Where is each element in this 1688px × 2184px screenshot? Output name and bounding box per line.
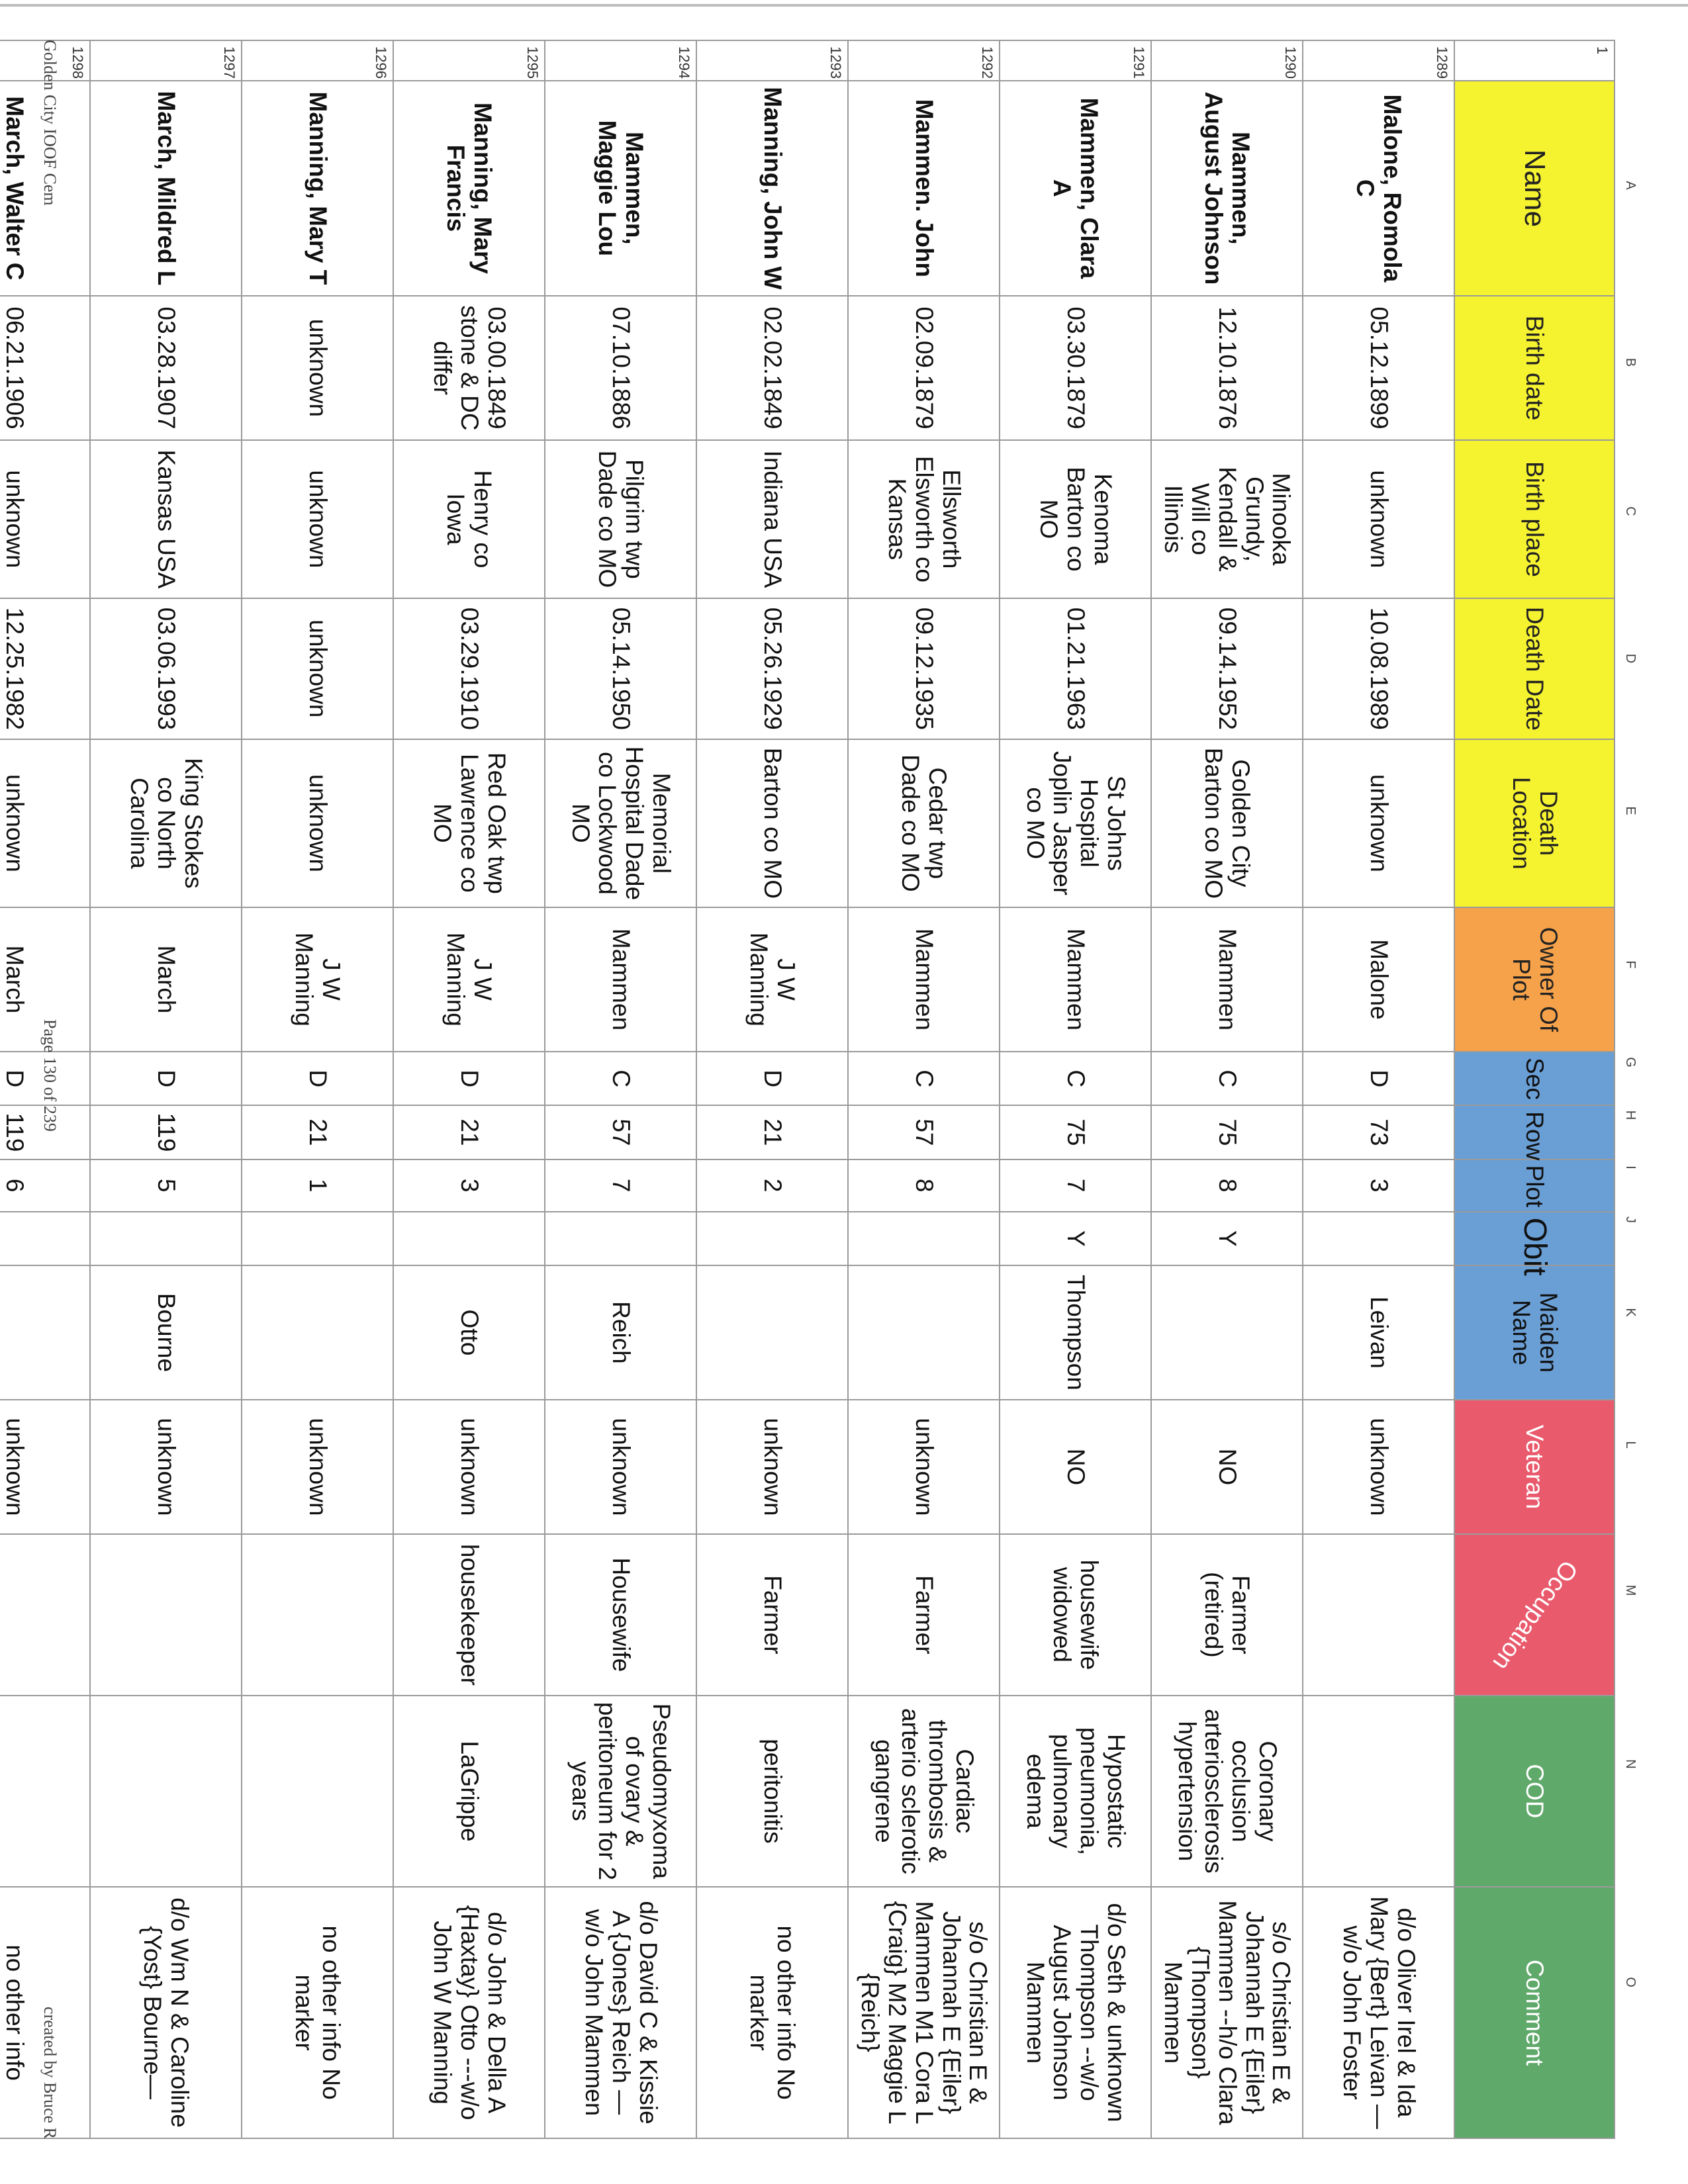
- row-number: 1289: [1303, 40, 1454, 81]
- column-letter-f: F: [1623, 960, 1638, 969]
- death-date-cell: 10.08.1989: [1303, 598, 1454, 739]
- comment-cell: s/o Christian E & Johannah E {Eiler} Mammen M1 Cora L {Craig} M2 Maggie L {Reich}: [848, 1887, 1000, 2138]
- comment-cell: no other info No marker: [696, 1887, 848, 2138]
- plot-cell: 3: [393, 1160, 545, 1212]
- death-date-cell: unknown: [242, 598, 393, 739]
- column-letter-e: E: [1623, 806, 1638, 815]
- occupation-cell: [242, 1534, 393, 1696]
- row-cell: 119: [90, 1105, 242, 1159]
- birth-place-cell: Pilgrim twp Dade co MO: [545, 440, 696, 598]
- name-cell: Manning, John W: [696, 81, 848, 296]
- comment-cell: no other info No marker: [242, 1887, 393, 2138]
- row-cell: 119: [0, 1105, 90, 1159]
- plot-cell: 3: [1303, 1160, 1454, 1212]
- owner-cell: Mammen: [1000, 907, 1151, 1052]
- column-letter-h: H: [1623, 1110, 1638, 1120]
- veteran-cell: unknown: [545, 1400, 696, 1534]
- veteran-cell: unknown: [393, 1400, 545, 1534]
- comment-cell: no other info: [0, 1887, 90, 2138]
- column-letter-bar: [1615, 40, 1645, 2139]
- name-cell: Manning, Mary Francis: [393, 81, 545, 296]
- table-row: [242, 40, 393, 2138]
- occupation-cell: Housewife: [545, 1534, 696, 1696]
- occupation-cell: Farmer: [848, 1534, 1000, 1696]
- header-name: Name: [1454, 81, 1615, 296]
- column-letter-o: O: [1623, 1977, 1638, 1987]
- cod-cell: LaGrippe: [393, 1696, 545, 1887]
- row-number: 1290: [1151, 40, 1303, 81]
- maiden-name-cell: Reich: [545, 1265, 696, 1400]
- cod-cell: [1303, 1696, 1454, 1887]
- comment-cell: s/o Christian E & Johannah E {Eiler} Mammen --h/o Clara {Thompson} Mammen: [1151, 1887, 1303, 2138]
- owner-cell: J W Manning: [242, 907, 393, 1052]
- column-letter-a: A: [1623, 181, 1638, 190]
- owner-cell: Mammen: [545, 907, 696, 1052]
- owner-cell: J W Manning: [393, 907, 545, 1052]
- obit-cell: [90, 1212, 242, 1265]
- header-veteran: Veteran: [1454, 1400, 1615, 1534]
- birth-place-cell: Indiana USA: [696, 440, 848, 598]
- veteran-cell: unknown: [90, 1400, 242, 1534]
- death-date-cell: 12.25.1982: [0, 598, 90, 739]
- row-cell: 73: [1303, 1105, 1454, 1159]
- row-number: 1291: [1000, 40, 1151, 81]
- comment-cell: d/o David C & Kissie A {Jones} Reich —w/o John Mammen: [545, 1887, 696, 2138]
- row-number: 1295: [393, 40, 545, 81]
- column-letter-i: I: [1623, 1165, 1638, 1169]
- death-date-cell: 09.12.1935: [848, 598, 1000, 739]
- row-number: 1296: [242, 40, 393, 81]
- birth-date-cell: 03.00.1849 stone & DC differ: [393, 296, 545, 440]
- name-cell: Mammen, Clara A: [1000, 81, 1151, 296]
- veteran-cell: unknown: [1303, 1400, 1454, 1534]
- row-cell: 21: [696, 1105, 848, 1159]
- plot-cell: 7: [545, 1160, 696, 1212]
- plot-cell: 2: [696, 1160, 848, 1212]
- cod-cell: Hypostatic pneumonia, pulmonary edema: [1000, 1696, 1151, 1887]
- header-maiden-name: Maiden Name: [1454, 1265, 1615, 1400]
- name-cell: Mammen, August Johnson: [1151, 81, 1303, 296]
- header-death-date: Death Date: [1454, 598, 1615, 739]
- table-row: [1303, 40, 1454, 2138]
- row-cell: 75: [1151, 1105, 1303, 1159]
- column-letter-j: J: [1623, 1216, 1638, 1223]
- occupation-cell: [1303, 1534, 1454, 1696]
- table-row: [545, 40, 696, 2138]
- birth-date-cell: 12.10.1876: [1151, 296, 1303, 440]
- footer-author: created by Bruce R: [40, 2007, 60, 2139]
- header-birth-date: Birth date: [1454, 296, 1615, 440]
- cod-cell: [90, 1696, 242, 1887]
- death-location-cell: unknown: [0, 739, 90, 907]
- death-date-cell: 05.26.1929: [696, 598, 848, 739]
- maiden-name-cell: [242, 1265, 393, 1400]
- column-letter-n: N: [1623, 1759, 1638, 1769]
- column-letter-g: G: [1623, 1057, 1638, 1068]
- occupation-label: Occupation: [1487, 1555, 1583, 1676]
- maiden-name-cell: Bourne: [90, 1265, 242, 1400]
- owner-cell: Malone: [1303, 907, 1454, 1052]
- sec-cell: D: [696, 1052, 848, 1105]
- maiden-name-cell: Leivan: [1303, 1265, 1454, 1400]
- spreadsheet-sheet: [0, 40, 1688, 2139]
- row-number: 1298: [0, 40, 90, 81]
- table-body: [0, 40, 1454, 2138]
- cod-cell: peritonitis: [696, 1696, 848, 1887]
- death-date-cell: 05.14.1950: [545, 598, 696, 739]
- death-location-cell: unknown: [242, 739, 393, 907]
- owner-cell: March: [90, 907, 242, 1052]
- sec-cell: D: [1303, 1052, 1454, 1105]
- obit-cell: [848, 1212, 1000, 1265]
- table-row: [848, 40, 1000, 2138]
- death-location-cell: unknown: [1303, 739, 1454, 907]
- table-row: [90, 40, 242, 2138]
- sec-cell: C: [1151, 1052, 1303, 1105]
- header-row: [1454, 40, 1615, 2138]
- header-row-number: 1: [1454, 40, 1615, 81]
- maiden-name-cell: [1151, 1265, 1303, 1400]
- column-letter-l: L: [1623, 1441, 1638, 1449]
- footer-page-number: Page 130 of 239: [40, 1019, 60, 1132]
- death-location-cell: King Stokes co North Carolina: [90, 739, 242, 907]
- death-location-cell: St Johns Hospital Joplin Jasper co MO: [1000, 739, 1151, 907]
- obit-cell: [545, 1212, 696, 1265]
- sec-cell: D: [393, 1052, 545, 1105]
- sec-cell: C: [545, 1052, 696, 1105]
- header-comment: Comment: [1454, 1887, 1615, 2138]
- plot-cell: 6: [0, 1160, 90, 1212]
- sec-cell: C: [1000, 1052, 1151, 1105]
- sec-cell: D: [90, 1052, 242, 1105]
- header-cod: COD: [1454, 1696, 1615, 1887]
- plot-cell: 8: [1151, 1160, 1303, 1212]
- birth-date-cell: unknown: [242, 296, 393, 440]
- death-location-cell: Golden City Barton co MO: [1151, 739, 1303, 907]
- table-row: [393, 40, 545, 2138]
- cod-cell: Pseudomyxoma of ovary & peritoneum for 2 years: [545, 1696, 696, 1887]
- row-number: 1292: [848, 40, 1000, 81]
- occupation-cell: housewife widowed: [1000, 1534, 1151, 1696]
- veteran-cell: NO: [1151, 1400, 1303, 1534]
- death-date-cell: 03.29.1910: [393, 598, 545, 739]
- comment-cell: d/o John & Della A {Haxtay} Otto ---w/o John W Manning: [393, 1887, 545, 2138]
- occupation-cell: [90, 1534, 242, 1696]
- row-cell: 75: [1000, 1105, 1151, 1159]
- birth-date-cell: 02.09.1879: [848, 296, 1000, 440]
- birth-date-cell: 02.02.1849: [696, 296, 848, 440]
- footer-cemetery-name: Golden City IOOF Cem: [40, 40, 60, 206]
- birth-place-cell: unknown: [1303, 440, 1454, 598]
- occupation-cell: Farmer (retired): [1151, 1534, 1303, 1696]
- name-cell: Manning, Mary T: [242, 81, 393, 296]
- name-cell: March, Walter C: [0, 81, 90, 296]
- maiden-name-cell: [696, 1265, 848, 1400]
- owner-cell: J W Manning: [696, 907, 848, 1052]
- comment-cell: d/o Wm N & Caroline {Yost} Bourne—: [90, 1887, 242, 2138]
- death-location-cell: Red Oak twp Lawrence co MO: [393, 739, 545, 907]
- birth-date-cell: 07.10.1886: [545, 296, 696, 440]
- plot-cell: 1: [242, 1160, 393, 1212]
- obit-cell: Y: [1151, 1212, 1303, 1265]
- burial-records-table: [0, 40, 1615, 2139]
- obit-cell: [1303, 1212, 1454, 1265]
- page-footer: [26, 40, 79, 2139]
- obit-cell: Y: [1000, 1212, 1151, 1265]
- comment-cell: d/o Oliver Irel & Ida Mary {Bert} Leivan —w/o John Foster: [1303, 1887, 1454, 2138]
- row-cell: 21: [393, 1105, 545, 1159]
- maiden-name-cell: Otto: [393, 1265, 545, 1400]
- birth-place-cell: unknown: [0, 440, 90, 598]
- name-cell: Mammen, Maggie Lou: [545, 81, 696, 296]
- maiden-name-cell: [848, 1265, 1000, 1400]
- header-row: Row: [1454, 1105, 1615, 1159]
- veteran-cell: NO: [1000, 1400, 1151, 1534]
- header-obit: Obit: [1454, 1212, 1615, 1265]
- veteran-cell: unknown: [848, 1400, 1000, 1534]
- table-row: [696, 40, 848, 2138]
- plot-cell: 7: [1000, 1160, 1151, 1212]
- header-death-location: Death Location: [1454, 739, 1615, 907]
- obit-cell: [696, 1212, 848, 1265]
- name-cell: Malone, Romola C: [1303, 81, 1454, 296]
- occupation-cell: Farmer: [696, 1534, 848, 1696]
- obit-cell: [393, 1212, 545, 1265]
- birth-place-cell: unknown: [242, 440, 393, 598]
- birth-place-cell: Kenoma Barton co MO: [1000, 440, 1151, 598]
- veteran-cell: unknown: [242, 1400, 393, 1534]
- name-cell: March, Mildred L: [90, 81, 242, 296]
- sec-cell: C: [848, 1052, 1000, 1105]
- birth-place-cell: Ellsworth Elsworth co Kansas: [848, 440, 1000, 598]
- death-date-cell: 03.06.1993: [90, 598, 242, 739]
- header-birth-place: Birth place: [1454, 440, 1615, 598]
- column-letter-d: D: [1623, 653, 1638, 664]
- occupation-cell: housekeeper: [393, 1534, 545, 1696]
- cod-cell: Cardiac thrombosis & arterio sclerotic gangrene: [848, 1696, 1000, 1887]
- header-plot: Plot: [1454, 1160, 1615, 1212]
- owner-cell: Mammen: [1151, 907, 1303, 1052]
- birth-date-cell: 03.30.1879: [1000, 296, 1151, 440]
- cod-cell: [242, 1696, 393, 1887]
- row-number: 1294: [545, 40, 696, 81]
- row-number: 1297: [90, 40, 242, 81]
- birth-place-cell: Kansas USA: [90, 440, 242, 598]
- column-letter-m: M: [1623, 1584, 1638, 1596]
- death-location-cell: Memorial Hospital Dade co Lockwood MO: [545, 739, 696, 907]
- column-letter-c: C: [1623, 506, 1638, 516]
- veteran-cell: unknown: [696, 1400, 848, 1534]
- death-location-cell: Cedar twp Dade co MO: [848, 739, 1000, 907]
- sec-cell: D: [242, 1052, 393, 1105]
- column-letter-k: K: [1623, 1308, 1638, 1317]
- column-letter-b: B: [1623, 357, 1638, 367]
- comment-cell: d/o Seth & unknown Thompson --w/o August Johnson Mammen: [1000, 1887, 1151, 2138]
- veteran-cell: unknown: [0, 1400, 90, 1534]
- plot-cell: 8: [848, 1160, 1000, 1212]
- name-cell: Mammen. John: [848, 81, 1000, 296]
- obit-cell: [242, 1212, 393, 1265]
- table-row: [1000, 40, 1151, 2138]
- row-cell: 57: [545, 1105, 696, 1159]
- birth-place-cell: Henry co Iowa: [393, 440, 545, 598]
- birth-date-cell: 06.21.1906: [0, 296, 90, 440]
- row-number: 1293: [696, 40, 848, 81]
- row-cell: 57: [848, 1105, 1000, 1159]
- header-sec: Sec: [1454, 1052, 1615, 1105]
- owner-cell: Mammen: [848, 907, 1000, 1052]
- death-date-cell: 01.21.1963: [1000, 598, 1151, 739]
- plot-cell: 5: [90, 1160, 242, 1212]
- birth-place-cell: Minooka Grundy, Kendall & Will co Illinois: [1151, 440, 1303, 598]
- header-owner-of-plot: Owner Of Plot: [1454, 907, 1615, 1052]
- birth-date-cell: 05.12.1899: [1303, 296, 1454, 440]
- death-date-cell: 09.14.1952: [1151, 598, 1303, 739]
- sec-cell: D: [0, 1052, 90, 1105]
- cod-cell: Coronary occlusion arteriosclerosis hypertension: [1151, 1696, 1303, 1887]
- table-row: [1151, 40, 1303, 2138]
- header-occupation: [1454, 1534, 1615, 1696]
- row-cell: 21: [242, 1105, 393, 1159]
- birth-date-cell: 03.28.1907: [90, 296, 242, 440]
- maiden-name-cell: Thompson: [1000, 1265, 1151, 1400]
- owner-cell: March: [0, 907, 90, 1052]
- death-location-cell: Barton co MO: [696, 739, 848, 907]
